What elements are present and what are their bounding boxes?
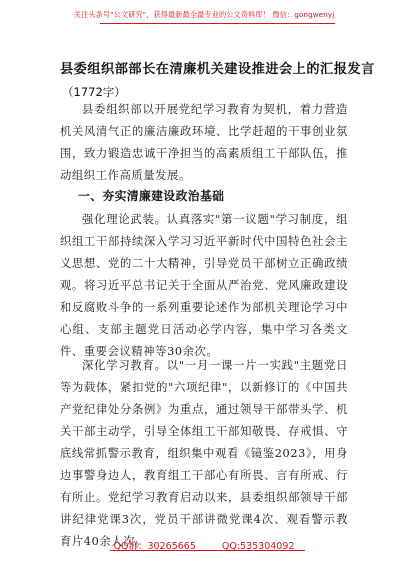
body-paragraph: 强化理论武装。认真落实"第一议题"学习制度，组织组工干部持续深入学习习近平新时代中国特色社会主义思想、党的二十大精神，引导党员干部树立正确政绩观。将习近平总书记关于全面从严治党、党风廉政建设和反腐败斗争的一系列重要论述作为部机关理论学习中心组、支部主题党日活动必学内容，集中学习各类文件、重要会议精神等30余次。 — [60, 213, 348, 358]
footer-qq-contact: QQ:535304092 — [221, 541, 295, 552]
intro-paragraph: 县委组织部以开展党纪学习教育为契机，着力营造机关风清气正的廉洁廉政环境、比学赶超的干事创业氛围，致力锻造忠诚干净担当的高素质组工干部队伍，推动组织工作高质量发展。 — [60, 103, 348, 182]
footer-divider — [110, 550, 305, 551]
document-title: 县委组织部部长在清廉机关建设推进会上的汇报发言 — [60, 62, 375, 77]
header-divider — [100, 23, 335, 24]
section-heading: 一、夯实清廉建设政治基础 — [78, 189, 225, 203]
header-banner: 关注头条号"公文研究"，获得最新最全最专业的公文资料库！ 微信：gongwenyj — [73, 10, 335, 19]
word-count: （1772字） — [62, 85, 126, 99]
footer-qq-group: QQ群：30265665 — [113, 541, 196, 552]
body-paragraph: 深化学习教育。以"一月一课一片一实践"主题党日等为载体，紧扣党的"六项纪律"，以新修订的《中国共产党纪律处分条例》为重点，通过领导干部带头学、机关干部主动学，引导全体组工干部知敬畏、存戒惧、守底线常抓警示教育，组织集中观看《镜鉴2023》，用身边事警身边人，教育组工干部心有所畏、言有所戒、行有所止。党纪学习教育启动以来，县委组织部领导干部讲纪律党课3次，党员干部讲微党课4次、观看警示教育片40余人次。 — [60, 359, 348, 548]
